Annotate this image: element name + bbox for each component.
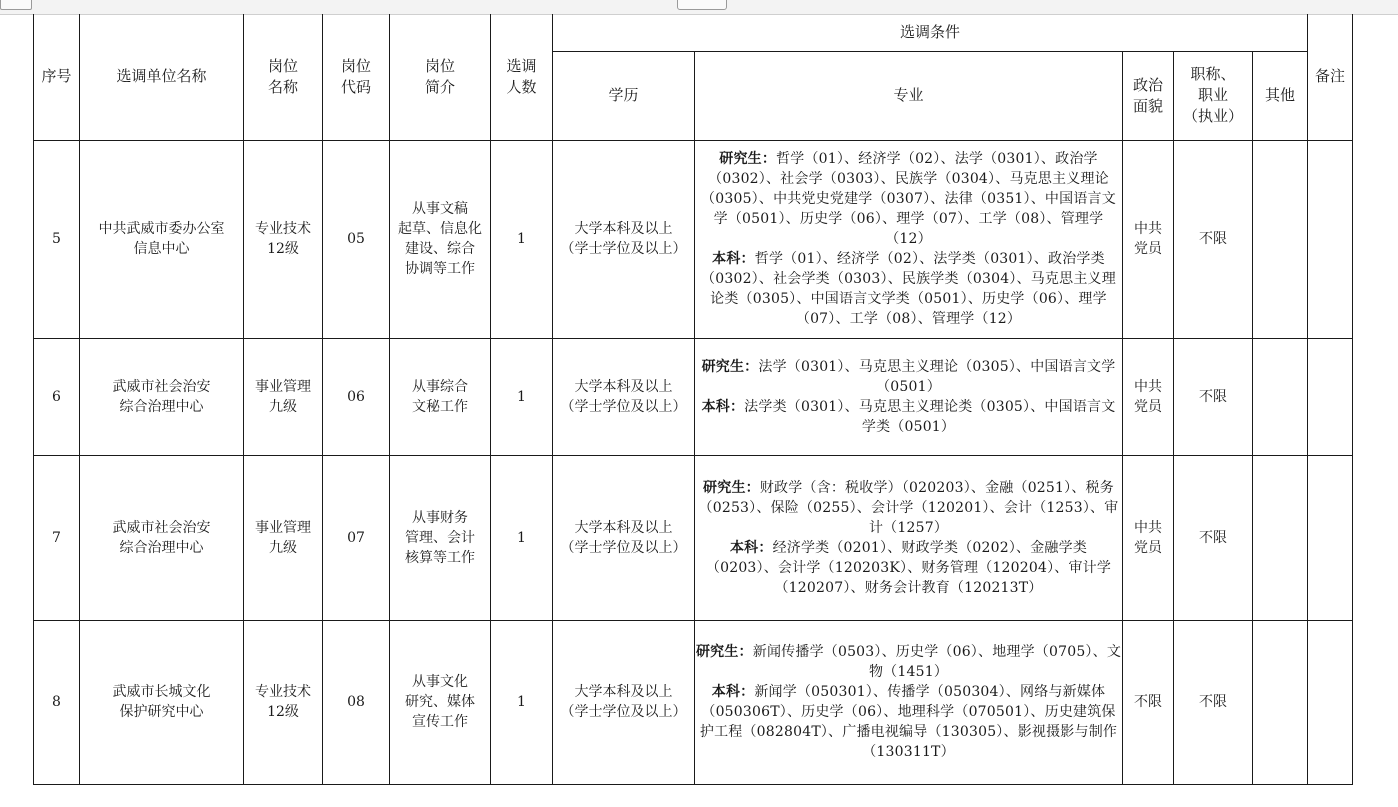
header-politics: 政治 面貌 [1123, 51, 1174, 140]
cell-education: 大学本科及以上 （学士学位及以上） [553, 140, 695, 338]
cell-seq: 6 [34, 338, 80, 455]
viewer-toolbar [0, 0, 1398, 15]
cell-count: 1 [491, 455, 553, 620]
header-other: 其他 [1253, 51, 1308, 140]
header-major: 专业 [695, 51, 1123, 140]
cell-unit: 武威市长城文化 保护研究中心 [80, 620, 244, 784]
major-graduate: 研究生：哲学（01）、经济学（02）、法学（0301）、政治学（0302）、社会学（0303）、民族学（0304）、马克思主义理论（0305）、中共党史党建学（0307）、法律（0351）、中国语言文学（0501）、历史学（06）、理学（07）、工学（08）、管理学（12） [701, 151, 1116, 247]
cell-count: 1 [491, 338, 553, 455]
cell-count: 1 [491, 620, 553, 784]
cell-other [1253, 338, 1308, 455]
cell-other [1253, 455, 1308, 620]
table-row [34, 140, 1353, 338]
toolbar-button-left[interactable] [0, 0, 32, 10]
major-undergraduate: 本科：哲学（01）、经济学（02）、法学类（0301）、政治学类（0302）、社会学类（0303）、民族学类（0304）、马克思主义理论类（0305）、中国语言文学类（0501）、历史学（06）、理学（07）、工学（08）、管理学（12） [701, 251, 1116, 327]
major-graduate: 研究生：新闻传播学（0503）、历史学（06）、地理学（0705）、文物（1451） [695, 644, 1122, 680]
cell-remark [1308, 140, 1353, 338]
cell-intro: 从事文稿 起草、信息化 建设、综合 协调等工作 [390, 140, 491, 338]
cell-education: 大学本科及以上 （学士学位及以上） [553, 620, 695, 784]
cell-remark [1308, 338, 1353, 455]
cell-politics: 中共 党员 [1123, 140, 1174, 338]
cell-politics: 中共 党员 [1123, 455, 1174, 620]
cell-count: 1 [491, 140, 553, 338]
cell-remark [1308, 455, 1353, 620]
header-post-name: 岗位 名称 [244, 14, 323, 140]
cell-remark [1308, 620, 1353, 784]
cell-education: 大学本科及以上 （学士学位及以上） [553, 338, 695, 455]
cell-seq: 8 [34, 620, 80, 784]
header-remark: 备注 [1308, 14, 1353, 140]
major-undergraduate: 本科：新闻学（050301）、传播学（050304）、网络与新媒体（050306T）、历史学（06）、地理科学（070501）、历史建筑保护工程（082804T）、广播电视编导（130305）、影视摄影与制作（130311T） [699, 684, 1118, 760]
cell-seq: 5 [34, 140, 80, 338]
cell-unit: 中共武威市委办公室 信息中心 [80, 140, 244, 338]
cell-politics: 中共 党员 [1123, 338, 1174, 455]
header-row-1 [34, 14, 1353, 51]
cell-post-code: 07 [323, 455, 390, 620]
major-undergraduate: 本科：经济学类（0201）、财政学类（0202）、金融学类（0203）、会计学（120203K）、财务管理（120204）、审计学（120207）、财务会计教育（120213T） [705, 539, 1112, 596]
cell-other [1253, 140, 1308, 338]
table-row [34, 455, 1353, 620]
cell-post-name: 专业技术 12级 [244, 620, 323, 784]
cell-post-code: 08 [323, 620, 390, 784]
cell-post-name: 事业管理 九级 [244, 455, 323, 620]
cell-major [695, 140, 1123, 338]
header-count: 选调 人数 [491, 14, 553, 140]
cell-post-code: 05 [323, 140, 390, 338]
toolbar-button-center[interactable] [677, 0, 727, 10]
cell-title: 不限 [1174, 620, 1253, 784]
header-post-code: 岗位 代码 [323, 14, 390, 140]
cell-intro: 从事财务 管理、会计 核算等工作 [390, 455, 491, 620]
cell-post-code: 06 [323, 338, 390, 455]
cell-intro: 从事综合 文秘工作 [390, 338, 491, 455]
table-row [34, 338, 1353, 455]
cell-title: 不限 [1174, 455, 1253, 620]
header-seq: 序号 [34, 14, 80, 140]
cell-unit: 武威市社会治安 综合治理中心 [80, 338, 244, 455]
major-graduate: 研究生：法学（0301）、马克思主义理论（0305）、中国语言文学（0501） [701, 358, 1116, 395]
cell-intro: 从事文化 研究、媒体 宣传工作 [390, 620, 491, 784]
recruitment-table [33, 14, 1353, 785]
table-row [34, 620, 1353, 784]
major-graduate: 研究生：财政学（含：税收学）（020203）、金融（0251）、税务（0253）、保险（0255）、会计学（120201）、会计（1253）、审计（1257） [698, 479, 1119, 536]
cell-seq: 7 [34, 455, 80, 620]
cell-title: 不限 [1174, 140, 1253, 338]
header-education: 学历 [553, 51, 695, 140]
cell-major [695, 338, 1123, 455]
cell-major [695, 455, 1123, 620]
header-conditions: 选调条件 [553, 14, 1308, 51]
cell-major [695, 620, 1123, 784]
cell-education: 大学本科及以上 （学士学位及以上） [553, 455, 695, 620]
cell-politics: 不限 [1123, 620, 1174, 784]
header-title: 职称、 职业 （执业） [1174, 51, 1253, 140]
cell-unit: 武威市社会治安 综合治理中心 [80, 455, 244, 620]
header-post-intro: 岗位 简介 [390, 14, 491, 140]
cell-post-name: 专业技术 12级 [244, 140, 323, 338]
header-unit: 选调单位名称 [80, 14, 244, 140]
major-undergraduate: 本科：法学类（0301）、马克思主义理论类（0305）、中国语言文学类（0501） [701, 398, 1116, 435]
cell-other [1253, 620, 1308, 784]
cell-post-name: 事业管理 九级 [244, 338, 323, 455]
cell-title: 不限 [1174, 338, 1253, 455]
